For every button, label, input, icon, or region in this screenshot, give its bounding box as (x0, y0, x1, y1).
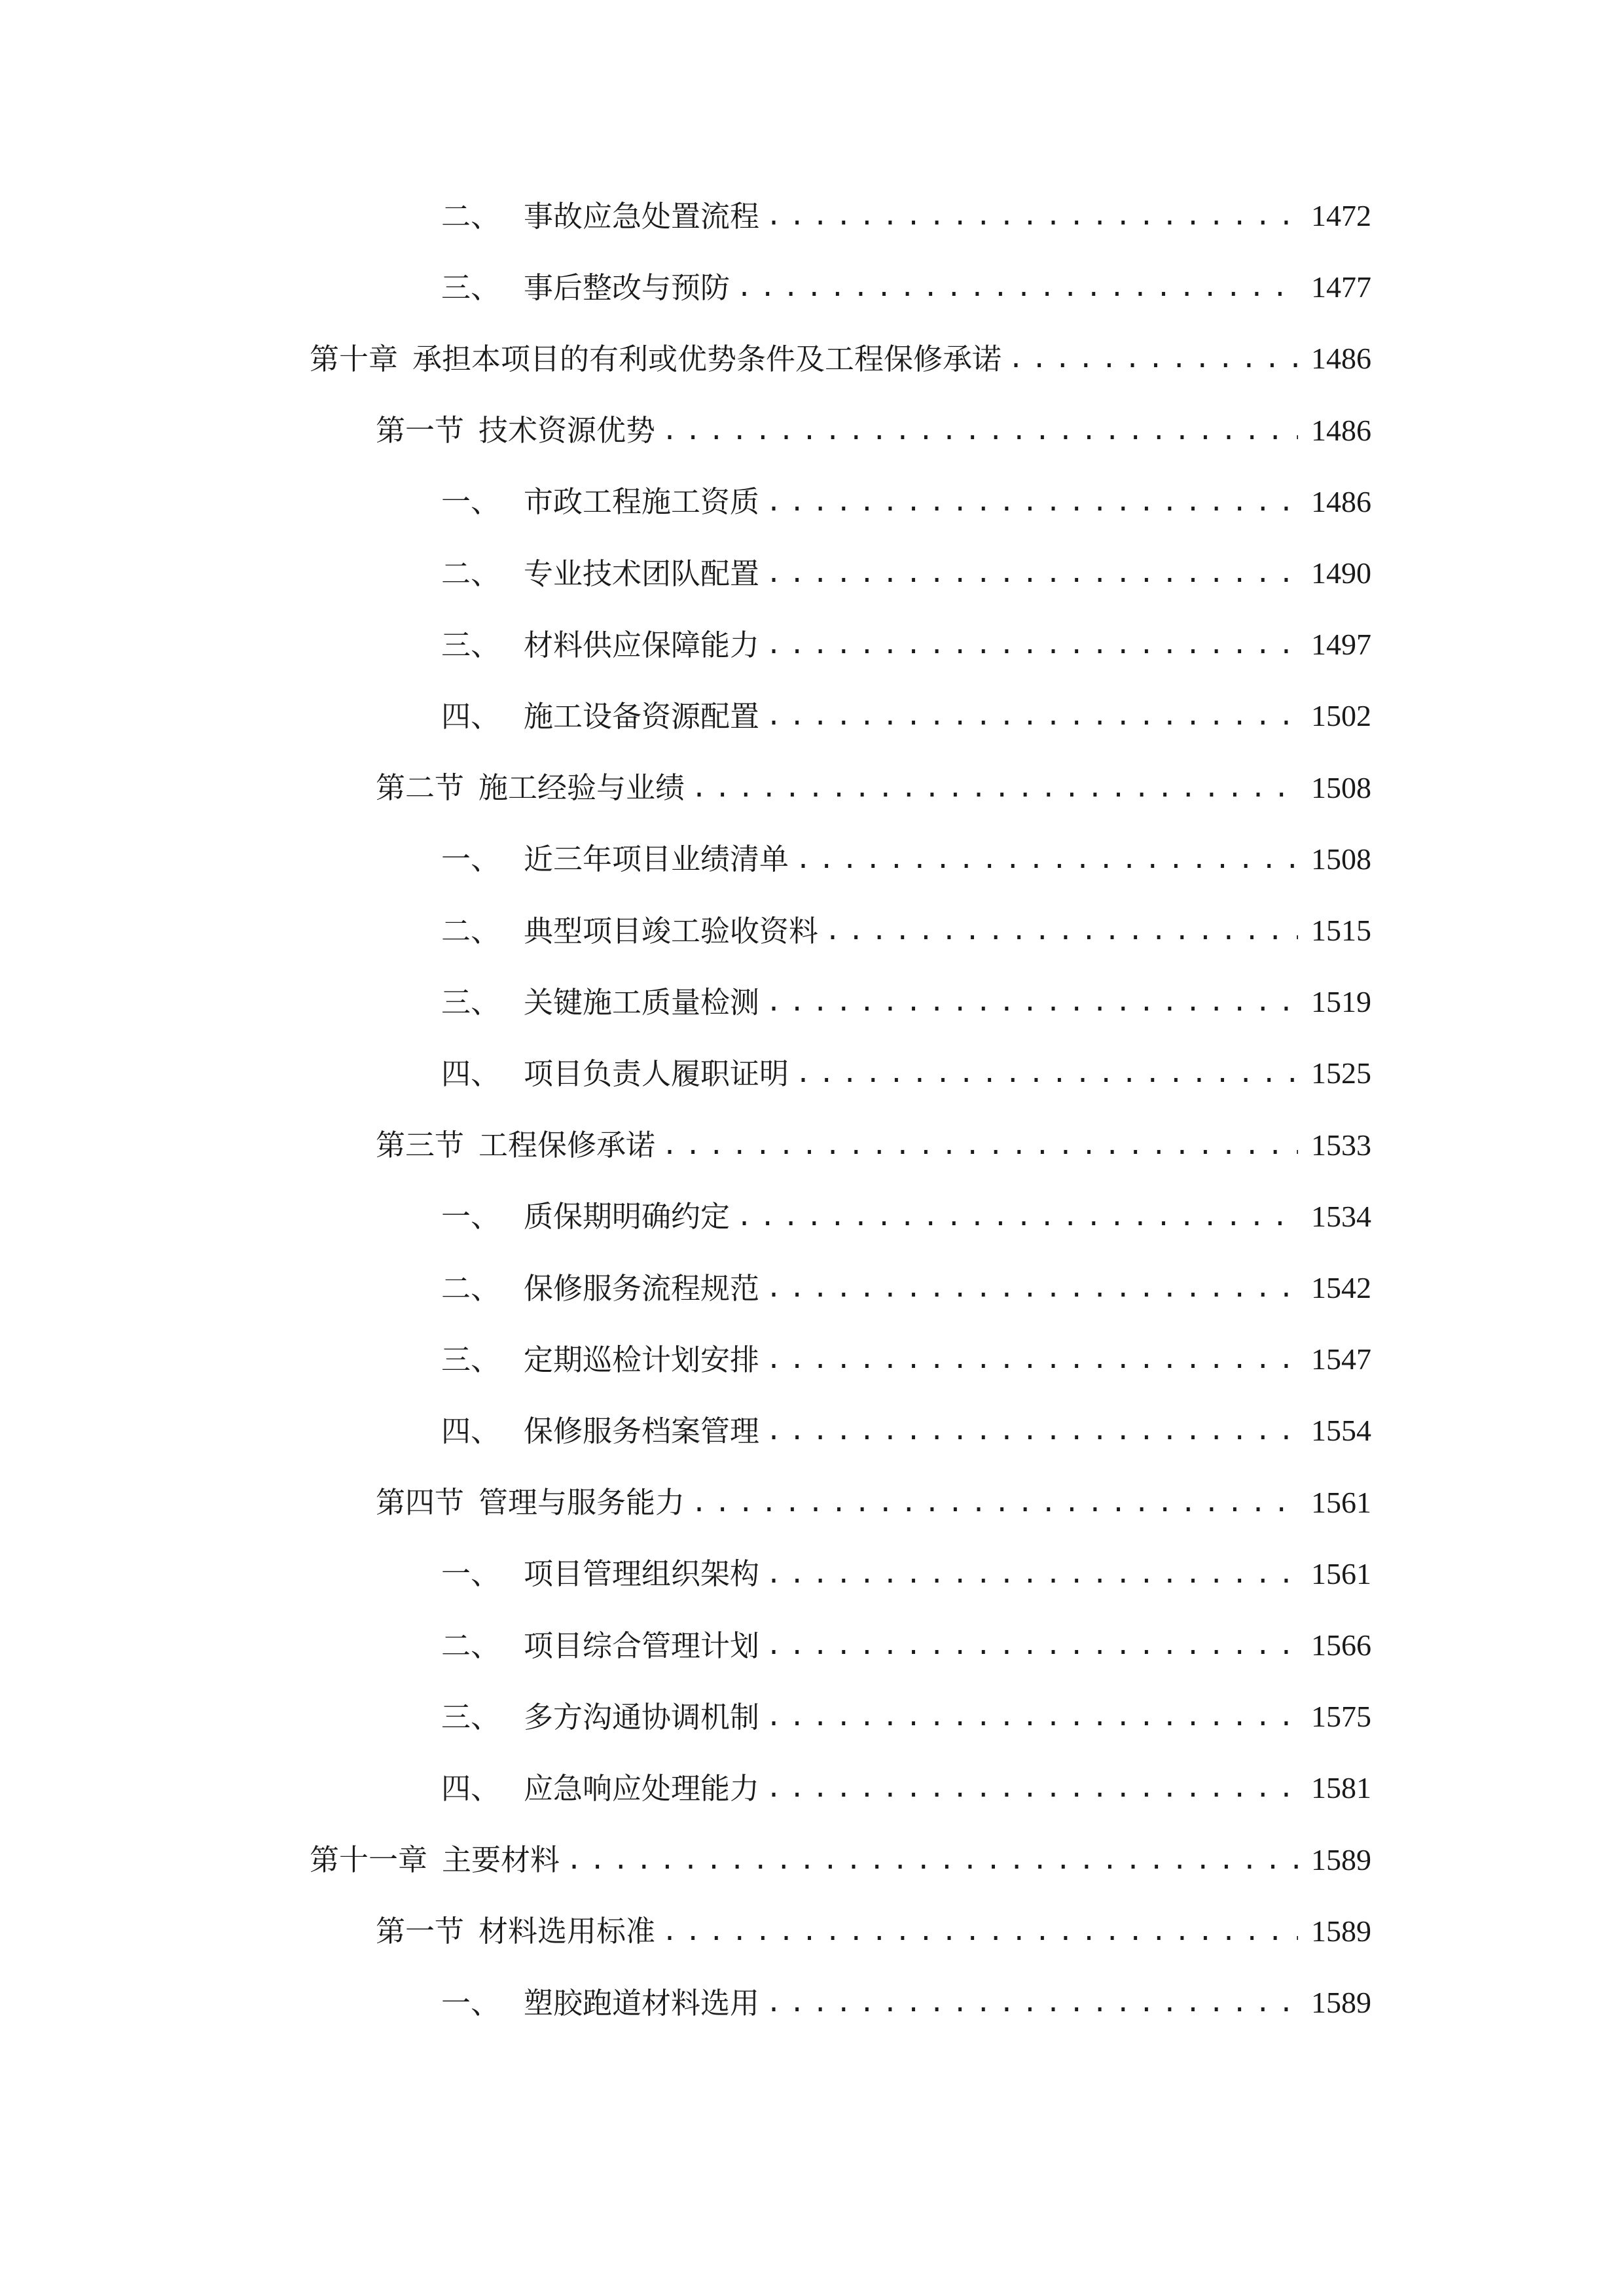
toc-entry-item[interactable] (441, 615, 1371, 674)
toc-dot-leader (766, 1990, 1298, 2016)
toc-entry-title: 管理与服务能力 (478, 1485, 685, 1520)
toc-entry-title: 项目负责人履职证明 (524, 1056, 789, 1091)
toc-entry-title: 应急响应处理能力 (524, 1770, 760, 1806)
toc-entry-number: 一、 (441, 484, 501, 520)
toc-dot-leader (766, 989, 1298, 1015)
toc-entry-item[interactable] (441, 1973, 1371, 2032)
toc-dot-leader (766, 560, 1298, 586)
toc-entry-title: 多方沟通协调机制 (524, 1699, 760, 1734)
toc-dot-leader (766, 1561, 1298, 1587)
toc-entry-title: 专业技术团队配置 (524, 556, 760, 591)
toc-entry-title: 主要材料 (442, 1842, 560, 1878)
toc-dot-leader (566, 1847, 1298, 1873)
toc-dot-leader (691, 775, 1298, 801)
toc-dot-leader (766, 203, 1298, 229)
toc-dot-leader (766, 1418, 1298, 1444)
toc-entry-page-number: 1490 (1311, 556, 1371, 590)
toc-entry-title: 项目综合管理计划 (524, 1628, 760, 1663)
toc-entry-page-number: 1575 (1311, 1700, 1371, 1734)
toc-entry-number: 四、 (441, 1413, 501, 1448)
toc-entry-title: 保修服务档案管理 (524, 1413, 760, 1448)
toc-entry-title: 质保期明确约定 (524, 1199, 731, 1234)
toc-entry-item[interactable] (441, 1545, 1371, 1604)
toc-entry-item[interactable] (441, 1759, 1371, 1818)
toc-entry-number: 一、 (441, 1199, 501, 1234)
toc-dot-leader (1008, 346, 1298, 372)
toc-entry-item[interactable] (441, 901, 1371, 960)
toc-entry-page-number: 1525 (1311, 1056, 1371, 1090)
toc-entry-page-number: 1554 (1311, 1414, 1371, 1448)
toc-entry-page-number: 1502 (1311, 699, 1371, 733)
toc-entry-page-number: 1477 (1311, 270, 1371, 304)
toc-entry-page-number: 1589 (1311, 1986, 1371, 2019)
toc-entry-number: 第四节 (376, 1485, 465, 1520)
toc-entry-title: 事后整改与预防 (524, 270, 731, 305)
toc-entry-number: 一、 (441, 1985, 501, 2020)
toc-entry-page-number: 1472 (1311, 199, 1371, 232)
toc-dot-leader (825, 918, 1298, 944)
toc-entry-title: 塑胶跑道材料选用 (524, 1985, 760, 2020)
toc-entry-page-number: 1486 (1311, 484, 1371, 518)
toc-entry-title: 承担本项目的有利或优势条件及工程保修承诺 (412, 341, 1002, 376)
toc-entry-item[interactable] (441, 544, 1371, 603)
toc-entry-number: 四、 (441, 1056, 501, 1091)
toc-entry-number: 三、 (441, 270, 501, 305)
toc-entry-number: 二、 (441, 1270, 501, 1306)
toc-dot-leader (795, 1060, 1298, 1086)
toc-entry-title: 施工经验与业绩 (478, 770, 685, 806)
toc-entry-page-number: 1581 (1311, 1771, 1371, 1805)
toc-dot-leader (766, 703, 1298, 729)
toc-entry-title: 工程保修承诺 (478, 1128, 656, 1163)
toc-entry-number: 一、 (441, 1556, 501, 1592)
toc-entry-page-number: 1497 (1311, 628, 1371, 662)
toc-dot-leader (766, 1346, 1298, 1372)
toc-entry-page-number: 1589 (1311, 1914, 1371, 1948)
toc-dot-leader (766, 489, 1298, 515)
toc-entry-title: 关键施工质量检测 (524, 984, 760, 1020)
toc-entry-page-number: 1508 (1311, 770, 1371, 804)
toc-dot-leader (662, 1918, 1298, 1945)
toc-entry-page-number: 1486 (1311, 342, 1371, 376)
toc-entry-number: 四、 (441, 698, 501, 734)
toc-entry-number: 四、 (441, 1770, 501, 1806)
toc-entry-number: 一、 (441, 842, 501, 877)
toc-entry-number: 三、 (441, 984, 501, 1020)
toc-entry-item[interactable] (441, 830, 1371, 889)
toc-entry-number: 三、 (441, 1342, 501, 1377)
toc-entry-section[interactable] (376, 759, 1371, 817)
toc-entry-number: 第一节 (376, 1914, 465, 1949)
toc-dot-leader (766, 1632, 1298, 1659)
toc-dot-leader (766, 632, 1298, 658)
toc-dot-leader (736, 274, 1298, 300)
toc-entry-number: 第十章 (310, 341, 399, 376)
toc-entry-item[interactable] (441, 1401, 1371, 1460)
toc-entry-title: 技术资源优势 (478, 413, 656, 448)
toc-entry-title: 近三年项目业绩清单 (524, 842, 789, 877)
toc-entry-page-number: 1533 (1311, 1128, 1371, 1162)
toc-dot-leader (662, 1132, 1298, 1158)
toc-entry-item[interactable] (441, 1330, 1371, 1389)
toc-entry-number: 第一节 (376, 413, 465, 448)
toc-entry-section[interactable] (376, 1116, 1371, 1175)
toc-entry-number: 第三节 (376, 1128, 465, 1163)
toc-entry-number: 第二节 (376, 770, 465, 806)
toc-entry-title: 施工设备资源配置 (524, 698, 760, 734)
toc-entry-page-number: 1589 (1311, 1842, 1371, 1876)
toc-entry-item[interactable] (441, 1187, 1371, 1246)
toc-entry-number: 第十一章 (310, 1842, 428, 1878)
toc-entry-section[interactable] (376, 1902, 1371, 1961)
toc-dot-leader (766, 1275, 1298, 1301)
toc-entry-page-number: 1566 (1311, 1628, 1371, 1662)
toc-entry-page-number: 1542 (1311, 1271, 1371, 1304)
toc-entry-number: 二、 (441, 556, 501, 591)
toc-entry-title: 定期巡检计划安排 (524, 1342, 760, 1377)
toc-entry-item[interactable] (441, 258, 1371, 317)
toc-entry-number: 二、 (441, 913, 501, 948)
toc-entry-chapter[interactable] (310, 329, 1371, 388)
toc-dot-leader (736, 1204, 1298, 1230)
toc-entry-item[interactable] (441, 973, 1371, 1031)
toc-entry-section[interactable] (376, 401, 1371, 460)
toc-entry-page-number: 1515 (1311, 914, 1371, 947)
toc-entry-item[interactable] (441, 1044, 1371, 1103)
toc-dot-leader (691, 1490, 1298, 1516)
toc-entry-item[interactable] (441, 1616, 1371, 1675)
toc-entry-number: 三、 (441, 1699, 501, 1734)
toc-dot-leader (662, 418, 1298, 444)
toc-entry-number: 二、 (441, 198, 501, 234)
toc-entry-page-number: 1547 (1311, 1342, 1371, 1376)
toc-entry-title: 材料供应保障能力 (524, 627, 760, 662)
toc-entry-title: 典型项目竣工验收资料 (524, 913, 819, 948)
toc-entry-page-number: 1561 (1311, 1556, 1371, 1590)
toc-dot-leader (766, 1775, 1298, 1801)
toc-entry-page-number: 1508 (1311, 842, 1371, 876)
toc-entry-number: 三、 (441, 627, 501, 662)
toc-entry-item[interactable] (441, 1687, 1371, 1746)
toc-entry-title: 保修服务流程规范 (524, 1270, 760, 1306)
toc-entry-section[interactable] (376, 1473, 1371, 1532)
toc-entry-title: 项目管理组织架构 (524, 1556, 760, 1592)
toc-entry-page-number: 1519 (1311, 985, 1371, 1019)
toc-entry-title: 材料选用标准 (478, 1914, 656, 1949)
toc-entry-number: 二、 (441, 1628, 501, 1663)
toc-entry-item[interactable] (441, 1259, 1371, 1318)
toc-entry-title: 事故应急处置流程 (524, 198, 760, 234)
toc-entry-page-number: 1486 (1311, 413, 1371, 447)
toc-dot-leader (795, 846, 1298, 872)
toc-entry-page-number: 1561 (1311, 1485, 1371, 1519)
toc-entry-page-number: 1534 (1311, 1199, 1371, 1233)
toc-entry-item[interactable] (441, 473, 1371, 531)
toc-entry-title: 市政工程施工资质 (524, 484, 760, 520)
toc-entry-item[interactable] (441, 187, 1371, 245)
toc-dot-leader (766, 1704, 1298, 1730)
toc-entry-chapter[interactable] (310, 1831, 1371, 1890)
toc-entry-item[interactable] (441, 687, 1371, 745)
